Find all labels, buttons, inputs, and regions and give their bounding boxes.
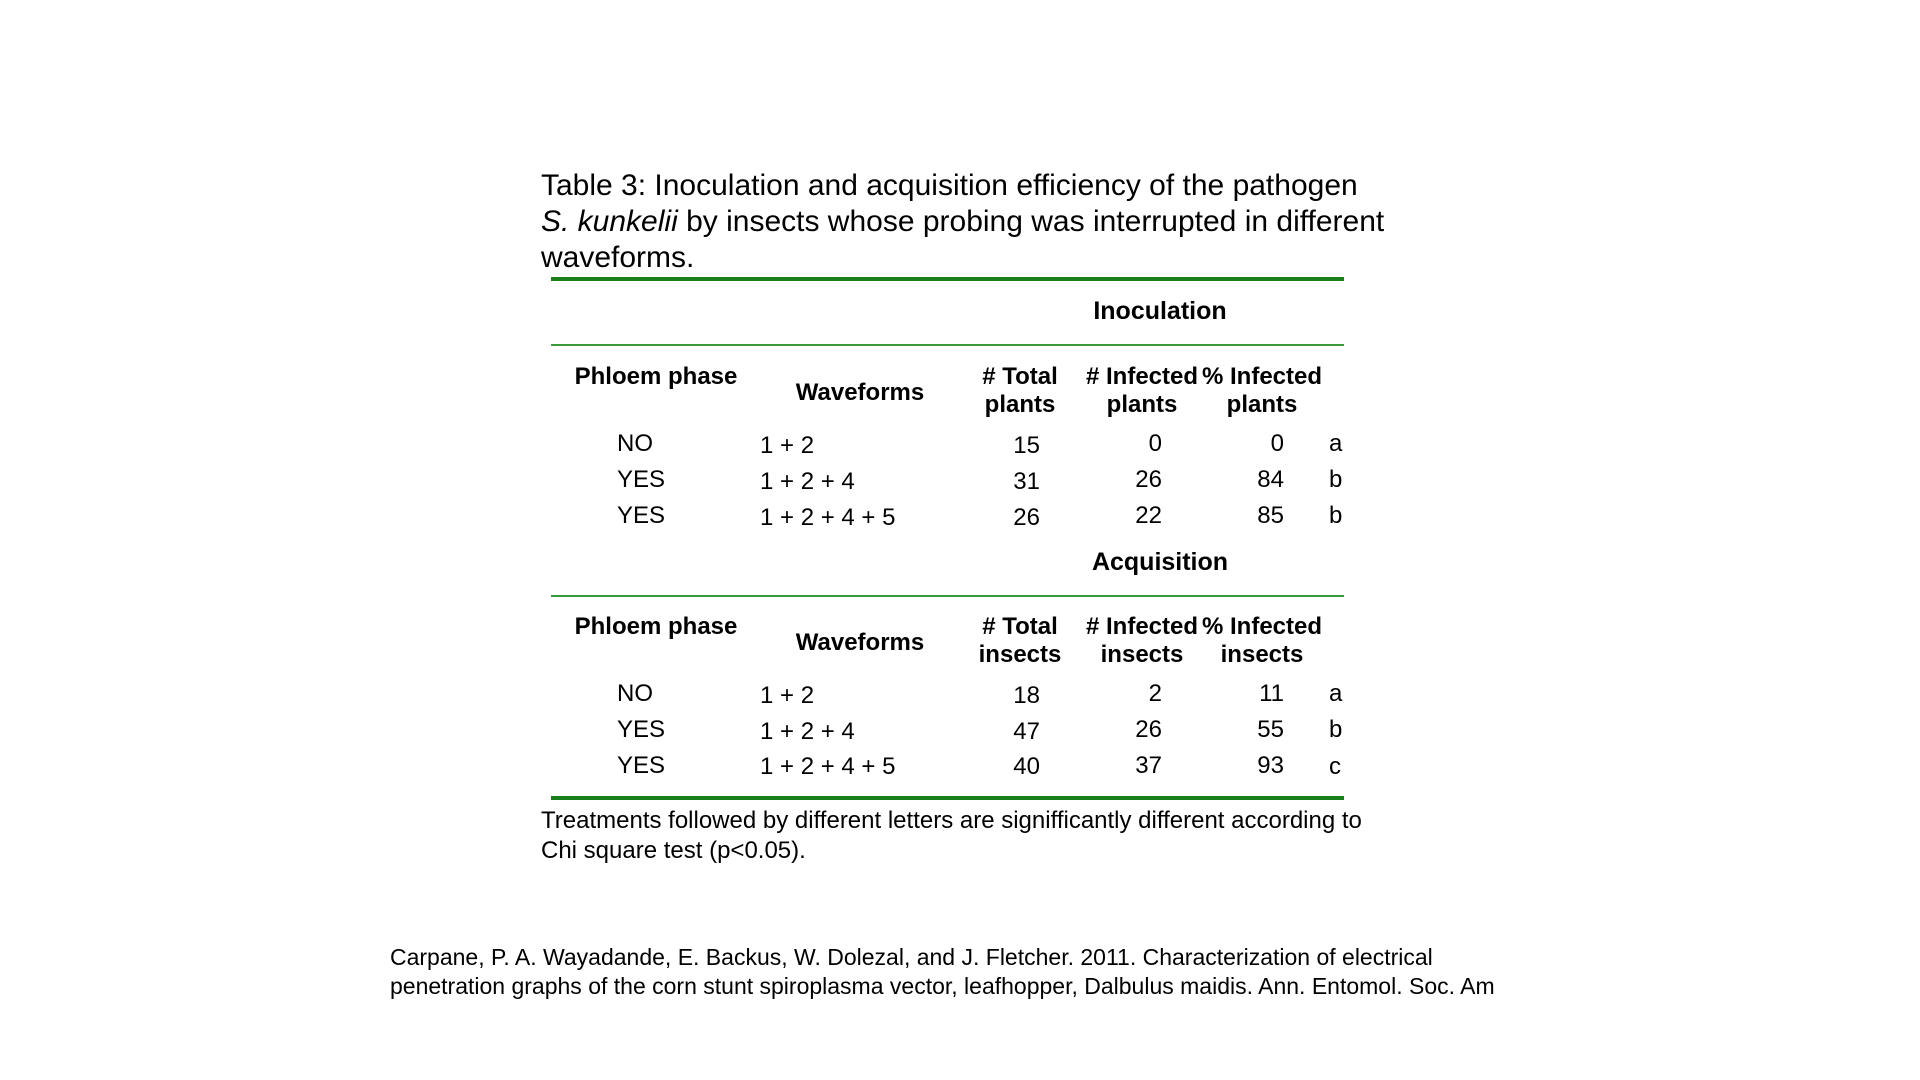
cell-pct: 84 <box>1257 466 1284 493</box>
cell-total: 40 <box>1013 753 1040 780</box>
header-total-line-2: plants <box>984 391 1056 418</box>
cell-letter: b <box>1329 716 1343 743</box>
title-line-2-rest: by insects whose probing was interrupted in different <box>677 205 1385 238</box>
cell-waveforms: 1 + 2 <box>760 682 815 709</box>
cell-pct: 55 <box>1257 716 1284 743</box>
cell-letter: c <box>1329 753 1341 780</box>
cell-waveforms: 1 + 2 + 4 <box>760 718 855 745</box>
cell-pct: 11 <box>1259 680 1284 707</box>
table-top-rule <box>551 277 1344 281</box>
header-infected-insects <box>1077 613 1207 669</box>
cell-total: 15 <box>1013 432 1040 459</box>
cell-phloem: YES <box>617 716 666 743</box>
cell-total: 18 <box>1013 682 1040 709</box>
cell-phloem: NO <box>617 430 653 457</box>
title-line-1: Table 3: Inoculation and acquisition efficiency of the pathogen <box>541 169 1358 202</box>
species-name: S. kunkelii <box>541 205 678 238</box>
cell-letter: a <box>1329 430 1343 457</box>
cell-infected: 26 <box>1135 466 1162 493</box>
cell-waveforms: 1 + 2 + 4 <box>760 468 855 495</box>
cell-letter: b <box>1329 466 1343 493</box>
cell-phloem: YES <box>617 752 666 779</box>
table-footnote <box>541 806 1441 866</box>
table-title <box>541 168 1441 276</box>
cell-waveforms: 1 + 2 + 4 + 5 <box>760 504 896 531</box>
header-pct-line-2: insects <box>1220 641 1304 668</box>
cell-pct: 85 <box>1257 502 1284 529</box>
cell-letter: a <box>1329 680 1343 707</box>
cell-phloem: NO <box>617 680 653 707</box>
footnote-line-2: Chi square test (p<0.05). <box>541 837 806 864</box>
cell-total: 47 <box>1013 718 1040 745</box>
header-infected-line-1: # Infected <box>1085 613 1199 640</box>
cell-waveforms: 1 + 2 + 4 + 5 <box>760 753 896 780</box>
cell-pct: 93 <box>1257 752 1284 779</box>
cell-total: 26 <box>1013 504 1040 531</box>
header-infected-line-2: plants <box>1106 391 1178 418</box>
cell-infected: 37 <box>1135 752 1162 779</box>
cell-pct: 0 <box>1270 430 1284 457</box>
title-line-3: waveforms. <box>541 241 695 274</box>
citation-line-2: penetration graphs of the corn stunt spiroplasma vector, leafhopper, Dalbulus maidis. Ann. Entomol. Soc. Am <box>390 973 1495 999</box>
header-pct-line-1: % Infected <box>1201 363 1323 390</box>
header-phloem-phase: Phloem phase <box>574 613 738 640</box>
citation <box>390 943 1690 1001</box>
inoculation-section-label: Inoculation <box>1093 297 1227 325</box>
cell-phloem: YES <box>617 466 666 493</box>
cell-infected: 26 <box>1135 716 1162 743</box>
cell-infected: 22 <box>1135 502 1162 529</box>
header-infected-plants <box>1077 363 1207 419</box>
cell-phloem: YES <box>617 502 666 529</box>
cell-waveforms: 1 + 2 <box>760 432 815 459</box>
inoculation-divider <box>551 344 1344 346</box>
header-pct-line-1: % Infected <box>1201 613 1323 640</box>
acquisition-section-label: Acquisition <box>1091 548 1229 576</box>
cell-infected: 2 <box>1148 680 1162 707</box>
footnote-line-1: Treatments followed by different letters are signifficantly different according to <box>541 807 1362 834</box>
cell-total: 31 <box>1013 468 1040 495</box>
header-waveforms: Waveforms <box>795 629 925 656</box>
citation-line-1: Carpane, P. A. Wayadande, E. Backus, W. Dolezal, and J. Fletcher. 2011. Characterization of electrical <box>390 944 1433 970</box>
header-total-plants <box>960 363 1080 419</box>
cell-letter: b <box>1329 502 1343 529</box>
header-total-line-1: # Total <box>982 363 1058 390</box>
header-pct-infected-insects <box>1197 613 1327 669</box>
header-waveforms: Waveforms <box>795 379 925 406</box>
title-line-2 <box>541 204 1441 240</box>
header-total-line-2: insects <box>978 641 1062 668</box>
cell-infected: 0 <box>1148 430 1162 457</box>
acquisition-divider <box>551 595 1344 597</box>
header-total-line-1: # Total <box>982 613 1058 640</box>
header-infected-line-2: insects <box>1100 641 1184 668</box>
header-pct-line-2: plants <box>1226 391 1298 418</box>
table-bottom-rule <box>551 796 1344 800</box>
header-phloem-phase: Phloem phase <box>574 363 738 390</box>
header-pct-infected-plants <box>1197 363 1327 419</box>
header-infected-line-1: # Infected <box>1085 363 1199 390</box>
header-total-insects <box>960 613 1080 669</box>
